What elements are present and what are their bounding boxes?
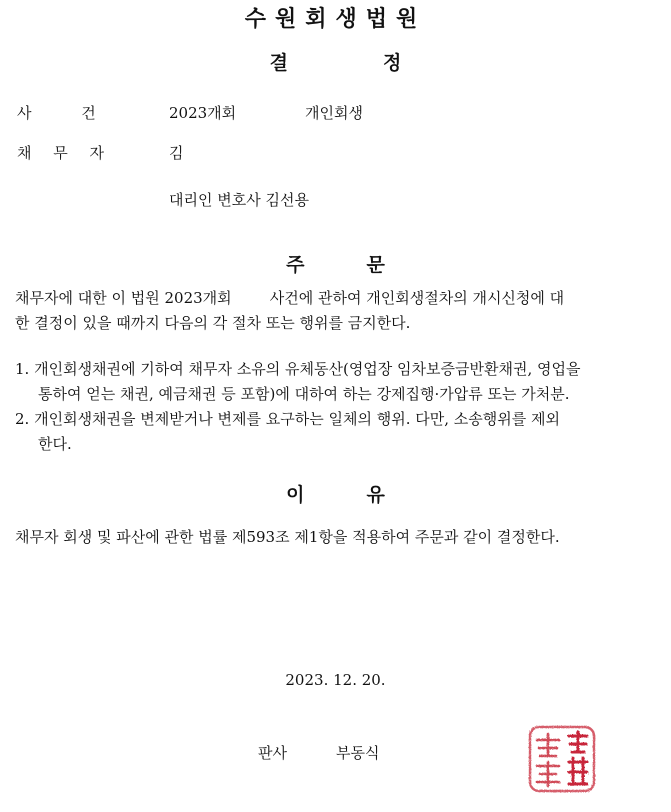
debtor-label-text: 채 무 자: [17, 144, 105, 162]
order-item-2-line-1: 개인회생채권을 변제받거나 변제를 요구하는 일체의 행위. 다만, 소송행위를 제외: [34, 410, 560, 428]
judge-title: 판사: [258, 744, 287, 762]
document-type-left: 결: [269, 52, 288, 74]
order-heading-left: 주: [286, 254, 305, 276]
document-type-title: [0, 48, 671, 75]
reason-heading-left: 이: [286, 484, 305, 506]
order-item-1-line-2: 통하여 얻는 채권, 예금채권 등 포함)에 대하여 하는 강제집행·가압류 또는 가처분.: [38, 385, 570, 403]
official-seal-icon: [525, 722, 601, 798]
case-label-text: 사 건: [17, 104, 96, 122]
order-item-2: [15, 407, 560, 457]
debtor-agent: 대리인 변호사 김선용: [169, 191, 309, 209]
court-name: 수원회생법원: [244, 6, 427, 32]
debtor-name: 김: [169, 144, 184, 162]
document-type-right: 정: [383, 52, 402, 74]
order-heading: [0, 250, 671, 277]
reason-text: 채무자 회생 및 파산에 관한 법률 제593조 제1항을 적용하여 주문과 같이 결정한다.: [15, 528, 560, 546]
case-label: [17, 102, 96, 123]
order-item-1-number: 1.: [15, 360, 30, 378]
case-number: 2023개회: [169, 104, 237, 122]
order-item-2-line-2: 한다.: [38, 435, 72, 453]
case-type: 개인회생: [305, 104, 363, 122]
debtor-label: [17, 142, 104, 163]
order-heading-right: 문: [366, 254, 385, 276]
reason-heading-right: 유: [366, 484, 385, 506]
reason-heading: [0, 480, 671, 507]
decision-date: 2023. 12. 20.: [285, 671, 386, 689]
order-item-2-number: 2.: [15, 410, 30, 428]
judge-name: 부동식: [336, 744, 380, 762]
order-item-1-line-1: 개인회생채권에 기하여 채무자 소유의 유체동산(영업장 임차보증금반환채권, 영업을: [34, 360, 581, 378]
order-item-1: [15, 357, 580, 407]
order-intro-line-1: 채무자에 대한 이 법원 2023개회 사건에 관하여 개인회생절차의 개시신청에 대: [15, 289, 565, 307]
order-intro-line-2: 한 결정이 있을 때까지 다음의 각 절차 또는 행위를 금지한다.: [15, 314, 411, 332]
